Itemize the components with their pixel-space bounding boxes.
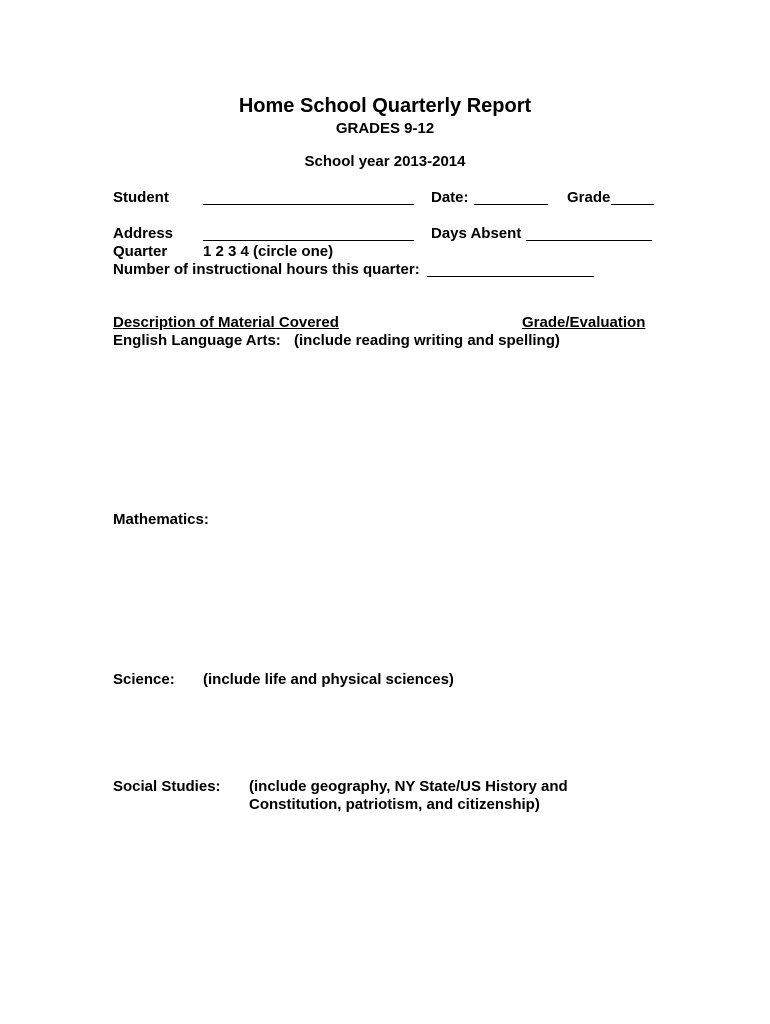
page-title: Home School Quarterly Report — [238, 95, 532, 117]
grades-subtitle: GRADES 9-12 — [335, 120, 435, 137]
school-year: School year 2013-2014 — [304, 153, 466, 170]
grade-evaluation-header: Grade/Evaluation — [522, 314, 646, 331]
student-blank[interactable] — [203, 204, 414, 205]
hours-blank[interactable] — [427, 276, 594, 277]
quarter-options[interactable]: 1 2 3 4 (circle one) — [203, 243, 334, 260]
science-note: (include life and physical sciences) — [203, 671, 454, 688]
date-blank[interactable] — [474, 204, 548, 205]
math-label: Mathematics: — [113, 511, 209, 528]
ela-label: English Language Arts: — [113, 332, 281, 349]
date-label: Date: — [431, 189, 469, 206]
days-absent-blank[interactable] — [526, 240, 652, 241]
quarter-label: Quarter — [113, 243, 168, 260]
ela-note: (include reading writing and spelling) — [294, 332, 560, 349]
student-label: Student — [113, 189, 169, 206]
grade-label: Grade — [567, 189, 611, 206]
science-label: Science: — [113, 671, 175, 688]
social-studies-note-line1: (include geography, NY State/US History and — [249, 778, 568, 795]
grade-blank[interactable] — [611, 204, 654, 205]
social-studies-note-line2: Constitution, patriotism, and citizenship) — [249, 796, 540, 813]
hours-label: Number of instructional hours this quarter: — [113, 261, 420, 278]
address-label: Address — [113, 225, 174, 242]
address-blank[interactable] — [203, 240, 414, 241]
days-absent-label: Days Absent — [431, 225, 522, 242]
social-studies-label: Social Studies: — [113, 778, 221, 795]
description-header: Description of Material Covered — [113, 314, 339, 331]
